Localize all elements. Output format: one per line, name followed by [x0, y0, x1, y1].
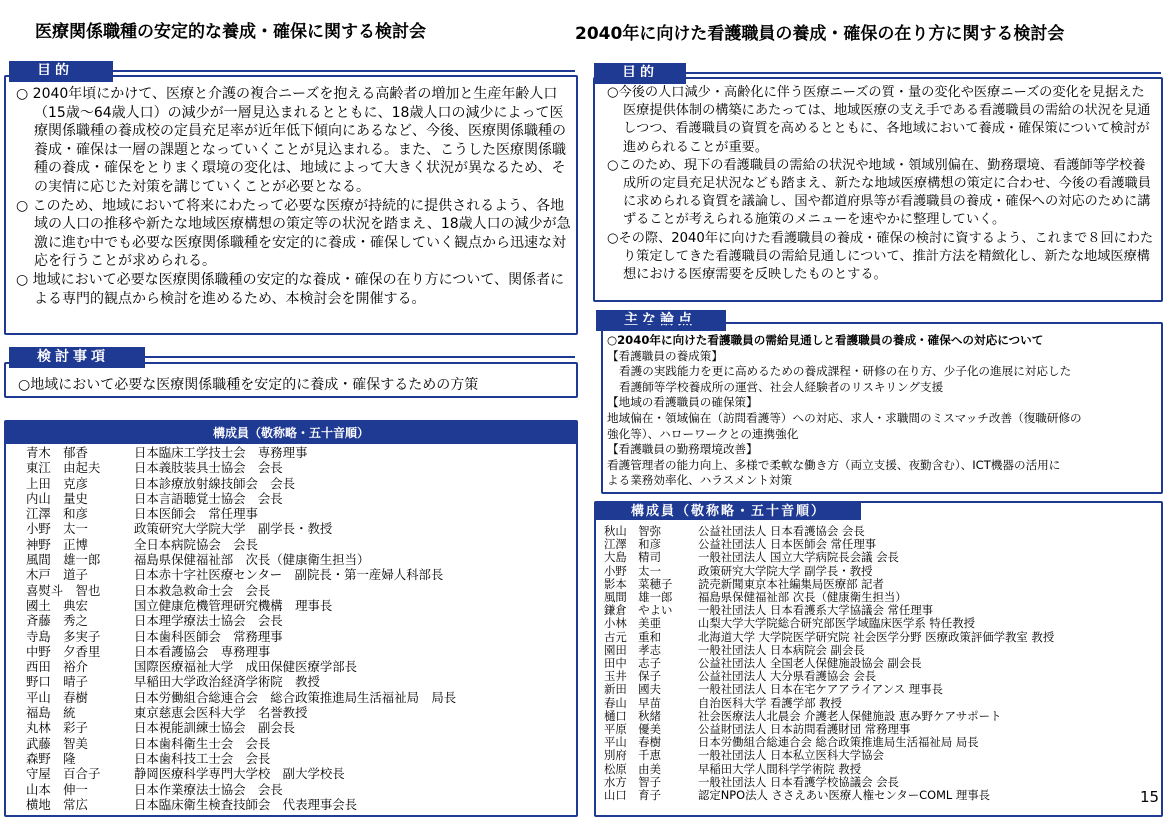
member-row [26, 613, 456, 628]
member-name: 神野 正博 [26, 536, 88, 552]
member-name: 江澤 和彦 [604, 537, 661, 552]
member-affiliation: 日本診療放射線技師会 会長 [134, 475, 296, 491]
member-affiliation: 日本視能訓練士協会 副会長 [134, 720, 296, 736]
member-name: 上田 克彦 [26, 475, 88, 491]
right-purpose-box [593, 77, 1163, 302]
member-name: 寺島 多実子 [26, 628, 101, 644]
member-affiliation: 政策研究大学院大学 副学長・教授 [134, 521, 333, 537]
member-name: 新田 國夫 [604, 682, 661, 697]
member-name: 水方 智子 [604, 774, 661, 789]
issues-line: 看護の実践能力を更に高めるための養成課程・研修の在り方、少子化の進展に対応した [619, 364, 1072, 379]
member-name: 山口 育子 [604, 788, 661, 803]
member-name: 古元 重和 [604, 629, 661, 644]
member-affiliation: 東京慈恵会医科大学 名誉教授 [134, 705, 308, 721]
member-name: 春山 早苗 [604, 695, 661, 710]
member-name: 別府 千恵 [604, 748, 661, 763]
member-name: 内山 量史 [26, 490, 88, 506]
member-row [604, 551, 1054, 564]
member-affiliation: 日本言語聴覚士協会 会長 [134, 490, 283, 506]
member-affiliation: 日本救急救命士会 会長 [134, 582, 271, 598]
member-affiliation: 早稲田大学人間科学学術院 教授 [698, 761, 862, 776]
member-name: 横地 常広 [26, 796, 88, 812]
member-affiliation: 一般社団法人 国立大学病院長会議 会長 [698, 550, 899, 565]
member-row [26, 736, 456, 751]
member-row [26, 674, 456, 689]
member-affiliation: 日本医師会 常任理事 [134, 506, 258, 522]
member-affiliation: 社会医療法人北晨会 介護老人保健施設 恵み野ケアサポート [698, 708, 1002, 723]
left-purpose-paragraph: ○ このため、地域において将来にわたって必要な医療が持続的に提供されるよう、各地域の人口の推移や新たな地域医療構想の策定等の状況を踏まえ、18歳人口の減少が急激に進む中でも必要な医療関係職種を安定的に養成・確保していく観点から迅速な対応を行うことが求められる。 [16, 197, 571, 270]
left-purpose-paragraph: ○ 2040年頃にかけて、医療と介護の複合ニーズを抱える高齢者の増加と生産年齢人口（15歳～64歳人口）の減少が一層見込まれるとともに、18歳人口の減少によって医療関係職種の養成校の定員充足率が近年低下傾向にあるなど、今後、医療関係職種の養成・確保は一層の課題となっていくことが見込まれる。また、こうした医療関係職種の養成・確保をとりまく環境の変化は、地域によって大きく状況が異なるため、その実情に応じた対策を講じていくことが必要となる。 [16, 86, 566, 195]
member-row [26, 476, 456, 491]
member-name: 喜熨斗 智也 [26, 582, 101, 598]
member-affiliation: 一般社団法人 日本看護系大学協議会 常任理事 [698, 603, 934, 618]
left-purpose-label: 目的 [9, 61, 113, 82]
left-topics-box [4, 362, 578, 398]
right-purpose-rule [686, 72, 1161, 74]
page-number: 15 [1140, 788, 1160, 806]
member-affiliation: 政策研究大学院大学 副学長・教授 [698, 563, 873, 578]
member-row [604, 631, 1054, 644]
member-name: 大島 精司 [604, 550, 661, 565]
member-row [26, 567, 456, 582]
left-purpose-paragraph: ○ 地域において必要な医療関係職種の安定的な養成・確保の在り方について、関係者による専門的観点から検討を進めるため、本検討会を開催する。 [16, 271, 565, 307]
left-purpose-rule [113, 70, 575, 72]
member-name: 小林 美亜 [604, 616, 661, 631]
member-affiliation: 日本理学療法士協会 会長 [134, 613, 283, 629]
member-affiliation: 福島県保健福祉部 次長（健康衛生担当） [134, 552, 370, 568]
left-topics-text: ○地域において必要な医療関係職種を安定的に養成・確保するための方策 [18, 377, 479, 393]
right-purpose-paragraph: ○今後の人口減少・高齢化に伴う医療ニーズの質・量の変化や医療ニーズの変化を見据えた医療提供体制の構築にあたっては、地域医療の支え手である看護職員の需給の状況を見通しつつ、看護職員の資質を高めるとともに、各地域において養成・確保策について検討が進められることが重要。 [607, 85, 1151, 155]
member-affiliation: 一般社団法人 日本看護学校協議会 会長 [698, 774, 899, 789]
member-affiliation: 日本歯科医師会 常務理事 [134, 628, 283, 644]
right-members-header: 構成員（敬称略・五十音順） [596, 503, 861, 520]
member-row [26, 690, 456, 705]
member-name: 武藤 智美 [26, 735, 88, 751]
member-row [26, 659, 456, 674]
member-name: 玉井 保子 [604, 669, 661, 684]
member-name: 丸林 彩子 [26, 720, 88, 736]
member-affiliation: 一般社団法人 日本病院会 副会長 [698, 642, 865, 657]
member-row [26, 705, 456, 720]
member-name: 山本 伸一 [26, 781, 88, 797]
member-row [604, 789, 1054, 802]
member-row [604, 749, 1054, 762]
issues-heading: ○2040年に向けた看護職員の需給見通しと看護職員の養成・確保への対応について [607, 333, 1044, 347]
member-row [26, 751, 456, 766]
member-name: 小野 太一 [604, 563, 661, 578]
member-name: 青木 郁香 [26, 445, 88, 460]
issues-line: 地域偏在・領域偏在（訪問看護等）への対応、求人・求職間のミスマッチ改善（復職研修の [607, 410, 1082, 425]
member-row [26, 537, 456, 552]
member-name: 野口 晴子 [26, 674, 88, 690]
issues-line: 【看護職員の勤務環境改善】 [607, 442, 758, 457]
member-row [604, 697, 1054, 710]
member-name: 東江 由起夫 [26, 460, 101, 476]
member-name: 松原 由美 [604, 761, 661, 776]
member-name: 平山 春樹 [604, 735, 661, 750]
left-topics-rule [145, 356, 575, 358]
member-row [26, 583, 456, 598]
member-name: 樋口 秋緒 [604, 708, 661, 723]
member-row [26, 552, 456, 567]
member-row [604, 763, 1054, 776]
member-row [26, 766, 456, 781]
member-affiliation: 自治医科大学 看護学部 教授 [698, 695, 842, 710]
member-row [26, 598, 456, 613]
member-affiliation: 北海道大学 大学院医学研究院 社会医学分野 医療政策評価学教室 教授 [698, 629, 1055, 644]
member-affiliation: 山梨大学大学院総合研究部医学域臨床医学系 特任教授 [698, 616, 975, 631]
member-affiliation: 福島県保健福祉部 次長（健康衛生担当） [698, 590, 907, 605]
member-affiliation: 日本労働組合総連合会 総合政策推進局生活福祉局 局長 [134, 689, 457, 705]
member-row [26, 521, 456, 536]
left-members-header: 構成員（敬称略・五十音順） [6, 422, 576, 444]
member-name: 斉藤 秀之 [26, 613, 88, 629]
member-name: 秋山 智弥 [604, 524, 661, 538]
member-name: 田中 志子 [604, 656, 661, 671]
member-affiliation: 日本赤十字社医療センター 副院長・第一産婦人科部長 [134, 567, 444, 583]
member-name: 國土 典宏 [26, 597, 88, 613]
member-affiliation: 日本臨床衛生検査技師会 代表理事会長 [134, 796, 358, 812]
member-affiliation: 日本看護協会 専務理事 [134, 643, 271, 659]
member-affiliation: 一般社団法人 日本私立医科大学協会 [698, 748, 884, 763]
member-name: 風間 雄一郎 [604, 590, 673, 605]
member-affiliation: 読売新聞東京本社編集局医療部 記者 [698, 576, 884, 591]
issues-line: 看護管理者の能力向上、多様で柔軟な働き方（両立支援、夜勤含む）、ICT機器の活用に [607, 457, 1061, 472]
member-name: 平原 優美 [604, 722, 661, 737]
member-row [604, 565, 1054, 578]
member-name: 影本 菜穂子 [604, 576, 673, 591]
member-affiliation: 全日本病院協会 会長 [134, 536, 258, 552]
right-issues-box [601, 322, 1163, 494]
left-title: 医療関係職種の安定的な養成・確保に関する検討会 [35, 22, 426, 42]
member-row [604, 683, 1054, 696]
member-affiliation: 日本臨床工学技士会 専務理事 [134, 445, 308, 460]
left-topics-label: 検討事項 [9, 347, 145, 368]
member-name: 森野 隆 [26, 750, 76, 766]
right-title: 2040年に向けた看護職員の養成・確保の在り方に関する検討会 [575, 24, 1065, 44]
member-name: 鎌倉 やよい [604, 603, 673, 618]
member-row [26, 506, 456, 521]
member-name: 江澤 和彦 [26, 506, 88, 522]
member-row [26, 445, 456, 460]
member-affiliation: 日本歯科衛生士会 会長 [134, 735, 271, 751]
right-purpose-paragraph: ○その際、2040年に向けた看護職員の養成・確保の検討に資するよう、これまで８回にわたり策定してきた看護職員の需給見通しについて、推計方法を精緻化し、新たな地域医療構想における医療需要を反映したものとする。 [607, 230, 1154, 283]
issues-line: 強化等）、ハローワークとの連携強化 [607, 426, 799, 441]
member-name: 福島 統 [26, 705, 76, 721]
member-affiliation: 日本義肢装具士協会 会長 [134, 460, 283, 476]
member-affiliation: 公益社団法人 大分県看護協会 会長 [698, 669, 877, 684]
member-name: 守屋 百合子 [26, 766, 101, 782]
member-name: 西田 裕介 [26, 659, 88, 675]
member-affiliation: 静岡医療科学専門大学校 副大学校長 [134, 766, 345, 782]
left-members-list [26, 445, 456, 812]
member-name: 平山 春樹 [26, 689, 88, 705]
member-row [26, 644, 456, 659]
issues-line: よる業務効率化、ハラスメント対策 [607, 473, 793, 488]
member-row [26, 629, 456, 644]
issues-line: 看護師等学校養成所の運営、社会人経験者のリスキリング支援 [619, 379, 944, 394]
right-issues-list [607, 333, 1161, 489]
member-affiliation: 公益社団法人 全国老人保健施設協会 副会長 [698, 656, 922, 671]
member-affiliation: 日本歯科技工士会 会長 [134, 750, 271, 766]
member-name: 風間 雄一郎 [26, 552, 101, 568]
right-purpose-label: 目的 [594, 63, 686, 84]
member-affiliation: 公益社団法人 日本看護協会 会長 [698, 524, 865, 538]
member-affiliation: 認定NPO法人 ささえあい医療人権センターCOML 理事長 [698, 788, 991, 803]
member-affiliation: 日本労働組合総連合会 総合政策推進局生活福祉局 局長 [698, 735, 979, 750]
member-affiliation: 一般社団法人 日本在宅ケアアライアンス 理事長 [698, 682, 943, 697]
member-name: 園田 孝志 [604, 642, 661, 657]
member-affiliation: 早稲田大学政治経済学術院 教授 [134, 674, 320, 690]
member-row [26, 460, 456, 475]
member-affiliation: 公益社団法人 日本医師会 常任理事 [698, 537, 877, 552]
left-purpose-box [4, 75, 578, 335]
member-affiliation: 公益財団法人 日本訪問看護財団 常務理事 [698, 722, 911, 737]
right-issues-label: 主な論点 [596, 310, 726, 331]
member-row [26, 491, 456, 506]
member-row [26, 782, 456, 797]
issues-line: 【看護職員の養成策】 [607, 348, 723, 363]
right-purpose-paragraph: ○このため、現下の看護職員の需給の状況や地域・領域別偏在、勤務環境、看護師等学校養成所の定員充足状況なども踏まえ、新たな地域医療構想の策定に合わせ、今後の看護職員に求められる資質を議論し、国や都道府県等が看護職員の養成・確保への対応のために講ずることが考えられる施策のメニューを速やかに整理していく。 [607, 157, 1151, 228]
member-row [604, 617, 1054, 630]
member-affiliation: 国際医療福祉大学 成田保健医療学部長 [134, 659, 358, 675]
member-name: 小野 太一 [26, 521, 88, 537]
member-row [26, 720, 456, 735]
member-affiliation: 日本作業療法士協会 会長 [134, 781, 283, 797]
member-name: 中野 夕香里 [26, 643, 101, 659]
member-name: 木戸 道子 [26, 567, 88, 583]
issues-line: 【地域の看護職員の確保策】 [607, 395, 758, 410]
member-row [26, 797, 456, 812]
right-members-list [604, 525, 1054, 802]
member-affiliation: 国立健康危機管理研究機構 理事長 [134, 597, 333, 613]
